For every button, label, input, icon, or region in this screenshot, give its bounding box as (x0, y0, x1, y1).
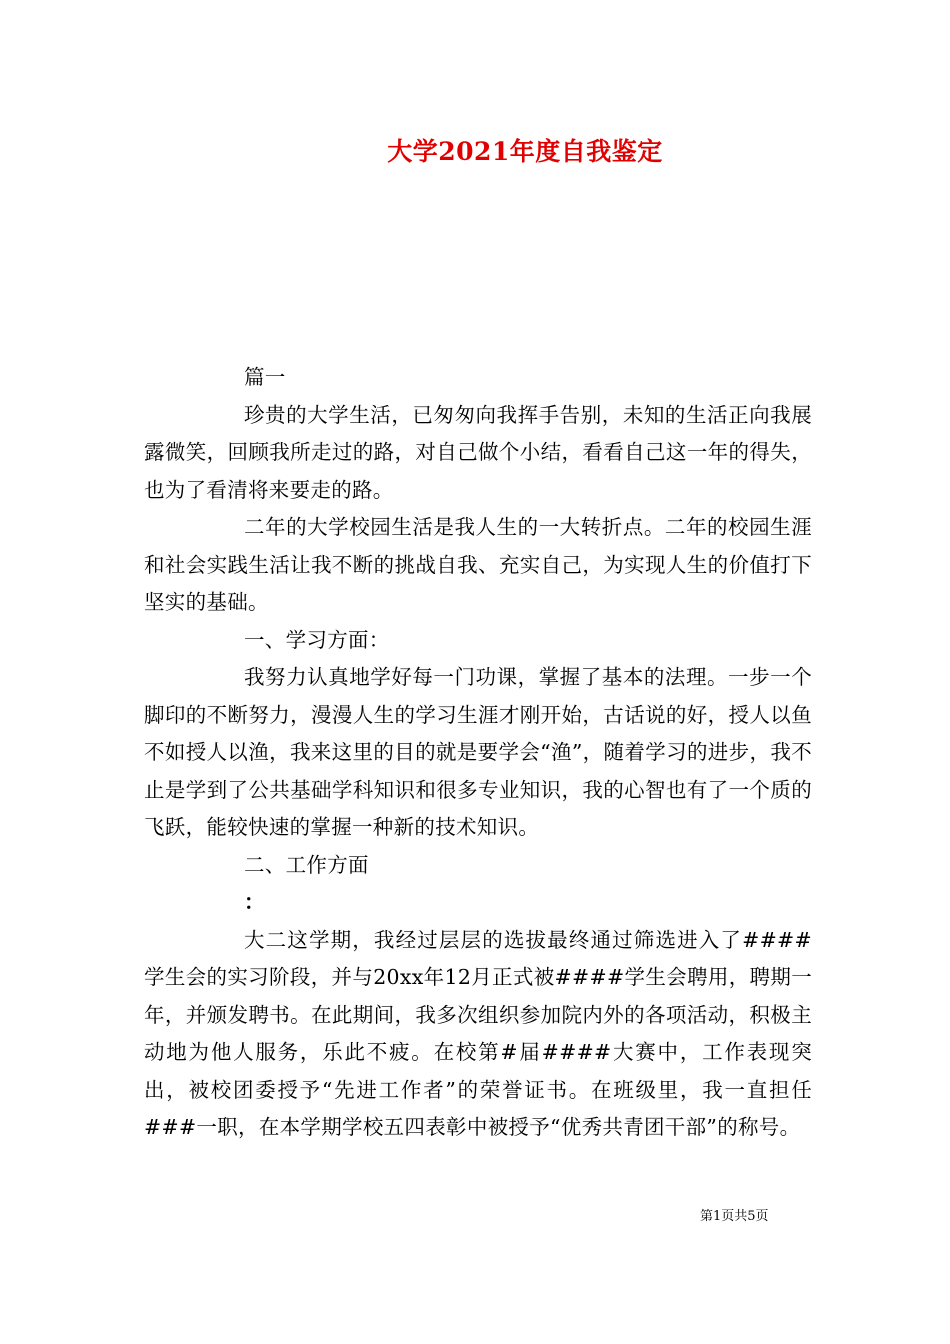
page-number-footer: 第1页共5页 (700, 1209, 769, 1224)
section-label: 篇一 (244, 365, 286, 389)
heading-colon: ： (244, 890, 265, 914)
section-heading-study: 一、学习方面： (244, 627, 390, 652)
body-paragraph: 我努力认真地学好每一门功课，掌握了基本的法理。一步一个脚印的不断努力，漫漫人生的学习生涯才刚开始，古话说的好，授人以鱼不如授人以渔，我来这里的目的就是要学会“渔”，随着学习的进步，我不止是学到了公共基础学科知识和很多专业知识，我的心智也有了一个质的飞跃，能较快速的掌握一种新的技术知识。 (144, 665, 812, 839)
body-paragraph: 大二这学期，我经过层层的选拔最终通过筛选进入了####学生会的实习阶段，并与20xx年12月正式被####学生会聘用，聘期一年，并颁发聘书。在此期间，我多次组织参加院内外的各项活动，积极主动地为他人服务，乐此不疲。在校第#届####大赛中，工作表现突出，被校团委授予“先进工作者”的荣誉证书。在班级里，我一直担任###一职，在本学期学校五四表彰中被授予“优秀共青团干部”的称号。 (144, 927, 812, 1139)
body-paragraph: 二年的大学校园生活是我人生的一大转折点。二年的校园生涯和社会实践生活让我不断的挑战自我、充实自己，为实现人生的价值打下坚实的基础。 (144, 515, 812, 614)
document-title: 大学2021年度自我鉴定 (387, 137, 663, 166)
document-body (144, 359, 812, 1147)
section-heading-work: 二、工作方面 (244, 852, 369, 877)
body-paragraph: 珍贵的大学生活，已匆匆向我挥手告别，未知的生活正向我展露微笑，回顾我所走过的路，对自己做个小结，看看自己这一年的得失，也为了看清将来要走的路。 (144, 402, 812, 502)
